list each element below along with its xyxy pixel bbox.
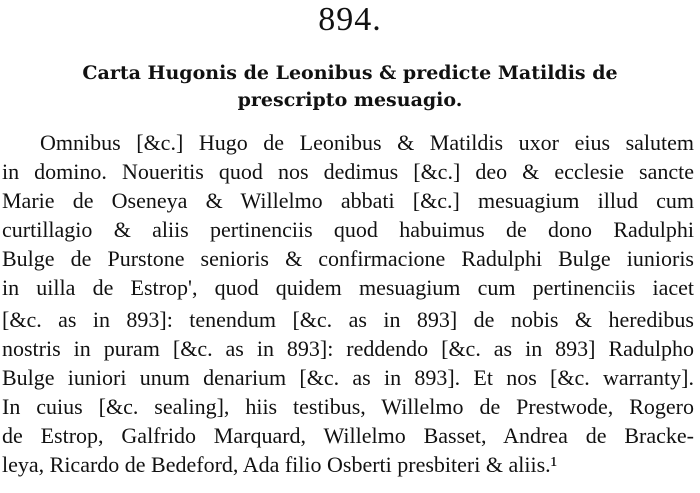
text-line: curtillagio & aliis pertinenciis quod habuimus de dono Radulphi — [2, 217, 694, 242]
text-line: nostris in puram [&c. as in 893]: reddendo [&c. as in 893] Radulpho — [2, 336, 694, 361]
text-line: Marie de Oseneya & Willelmo abbati [&c.] mesuagium illud cum — [2, 188, 694, 213]
text-line: in domino. Noueritis quod nos dedimus [&c.] deo & ecclesie sancte — [2, 159, 694, 184]
document-title — [40, 60, 660, 114]
text-line: in uilla de Estrop', quod quidem mesuagium cum pertinenciis iacet — [2, 275, 694, 300]
text-line: [&c. as in 893]: tenendum [&c. as in 893] de nobis & heredibus — [2, 307, 694, 332]
title-line: Carta Hugonis de Leonibus & predicte Matildis de — [82, 62, 618, 84]
text-line: In cuius [&c. sealing], hiis testibus, Willelmo de Prestwode, Rogero — [2, 394, 694, 419]
text-line: Bulge iuniori unum denarium [&c. as in 893]. Et nos [&c. warranty]. — [2, 365, 694, 390]
text-line: Omnibus [&c.] Hugo de Leonibus & Matildis uxor eius salutem — [40, 130, 694, 155]
text-line: de Estrop, Galfrido Marquard, Willelmo Basset, Andrea de Bracke- — [2, 423, 694, 448]
text-line: Bulge de Purstone senioris & confirmacione Radulphi Bulge iunioris — [2, 246, 694, 271]
document-number: 894. — [318, 1, 382, 38]
text-line: leya, Ricardo de Bedeford, Ada filio Osberti presbiteri & aliis.¹ — [2, 452, 558, 477]
title-line: prescripto mesuagio. — [237, 89, 463, 111]
